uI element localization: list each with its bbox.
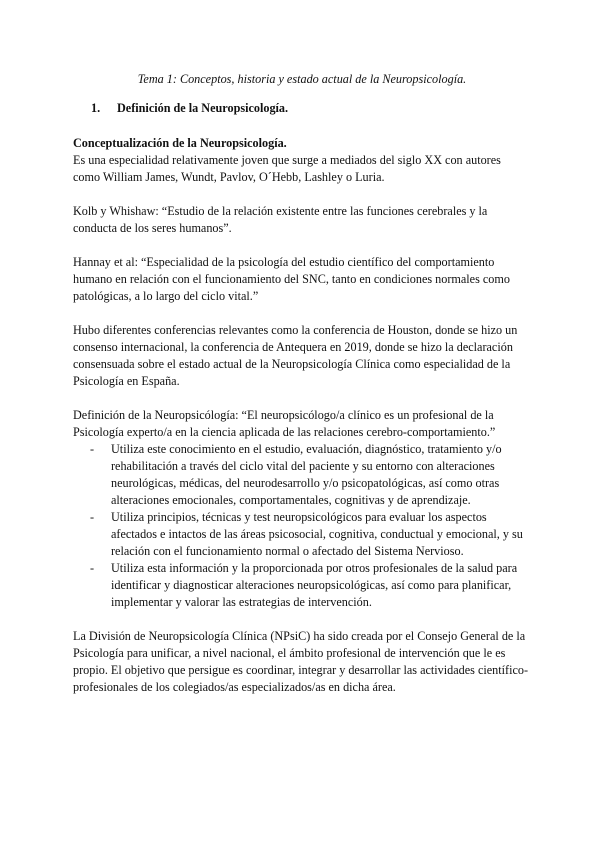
paragraph-intro: Es una especialidad relativamente joven que surge a mediados del siglo XX con autores como William James, Wundt, Pavlov, O´Hebb, Lashley o Luria. (73, 153, 501, 184)
paragraph-definition: Definición de la Neuropsicólogía: “El neuropsicólogo/a clínico es un profesional de la Psicología experto/a en la ciencia aplicada de las relaciones cerebro-comportamiento.” (73, 408, 496, 439)
paragraph-hannay: Hannay et al: “Especialidad de la psicología del estudio científico del comportamiento humano en relación con el funcionamiento del SNC, tanto en condiciones normales como patológicas, a lo largo del ciclo vital.” (73, 255, 510, 303)
list-item-text: Utiliza este conocimiento en el estudio, evaluación, diagnóstico, tratamiento y/o rehabilitación a través del ciclo vital del paciente y su entorno con alteraciones neurológicas, médicas, del neurodesarrollo y/o psicopatológicas, así como otras alteraciones emocionales, comportamentales, cognitivas y de aprendizaje. (111, 442, 502, 507)
paragraph-kolb-whishaw: Kolb y Whishaw: “Estudio de la relación existente entre las funciones cerebrales y la conducta de los seres humanos”. (73, 204, 488, 235)
bullet-dash: - (90, 510, 95, 524)
list-item (73, 441, 531, 509)
document-page (73, 71, 531, 713)
bullet-dash: - (90, 561, 95, 575)
list-item-text: Utiliza esta información y la proporcionada por otros profesionales de la salud para identificar y diagnosticar alteraciones neuropsicológicas, así como para planificar, implementar y valorar las estrategias de intervención. (111, 561, 518, 609)
list-item (73, 509, 531, 560)
document-title: Tema 1: Conceptos, historia y estado actual de la Neuropsicología. (137, 72, 467, 86)
subheading: Conceptualización de la Neuropsicología. (73, 136, 287, 150)
section-heading (73, 100, 531, 117)
paragraph-division: La División de Neuropsicología Clínica (NPsiC) ha sido creada por el Consejo General de la Psicología para unificar, a nivel nacional, el ámbito profesional de intervención que le es propio. El objetivo que persigue es coordinar, integrar y desarrollar las actividades científico-profesionales de los colegiados/as especializados/as en dicha área. (73, 629, 529, 694)
section-number: 1. (91, 101, 101, 115)
section-title: Definición de la Neuropsicología. (117, 101, 289, 115)
bullet-list (73, 441, 531, 611)
paragraph-conferences: Hubo diferentes conferencias relevantes como la conferencia de Houston, donde se hizo un consenso internacional, la conferencia de Antequera en 2019, donde se hizo la declaración consensuada sobre el estado actual de la Neuropsicología Clínica como especialidad de la Psicología en España. (73, 323, 518, 388)
bullet-dash: - (90, 442, 95, 456)
list-item-text: Utiliza principios, técnicas y test neuropsicológicos para evaluar los aspectos afectados e intactos de las áreas psicosocial, cognitiva, conductual y emocional, y su relación con el funcionamiento normal o afectado del Sistema Nervioso. (111, 510, 523, 558)
list-item (73, 560, 531, 611)
